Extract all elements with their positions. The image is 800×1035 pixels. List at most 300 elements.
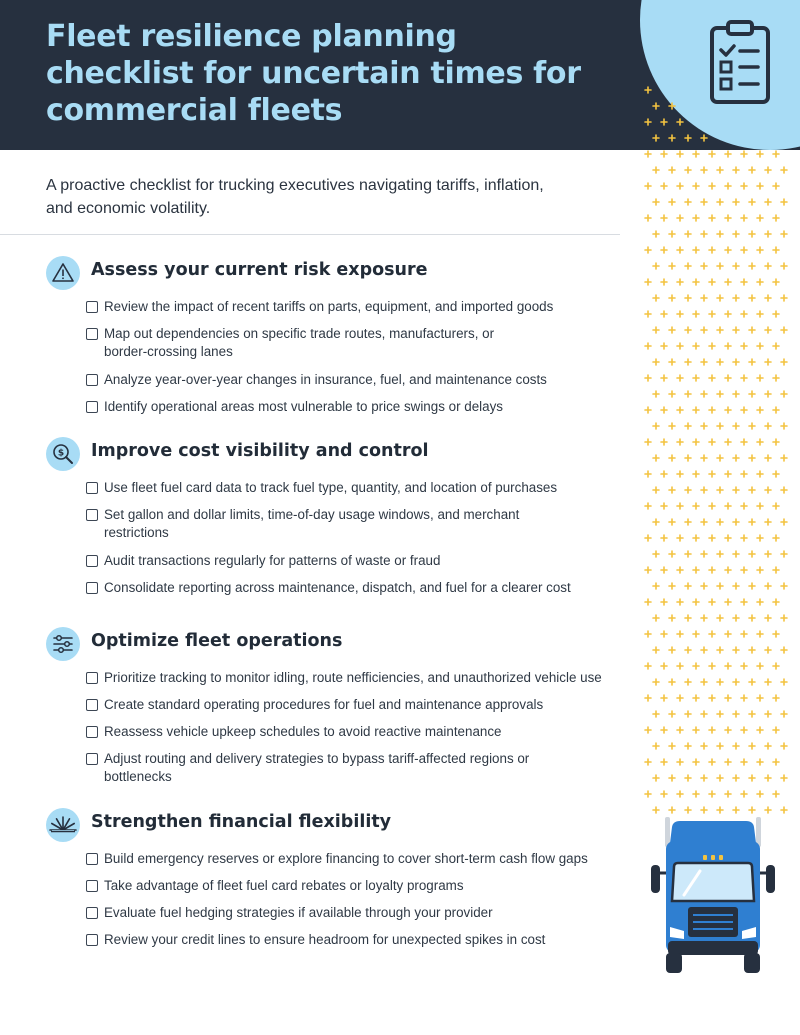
plus-mark: [741, 791, 747, 797]
plus-mark: [653, 167, 659, 173]
checkbox[interactable]: [86, 509, 98, 521]
plus-mark: [773, 311, 779, 317]
plus-mark: [685, 551, 691, 557]
plus-mark: [669, 519, 675, 525]
plus-mark: [677, 791, 683, 797]
plus-mark: [765, 327, 771, 333]
plus-mark: [725, 247, 731, 253]
plus-mark: [741, 311, 747, 317]
plus-mark: [661, 727, 667, 733]
plus-mark: [733, 391, 739, 397]
checkbox[interactable]: [86, 907, 98, 919]
plus-mark: [645, 439, 651, 445]
plus-mark: [733, 775, 739, 781]
plus-mark: [645, 151, 651, 157]
plus-mark: [757, 151, 763, 157]
plus-mark: [669, 455, 675, 461]
plus-mark: [669, 135, 675, 141]
plus-mark: [717, 455, 723, 461]
checkbox[interactable]: [86, 301, 98, 313]
plus-mark: [645, 343, 651, 349]
plus-mark: [653, 423, 659, 429]
plus-mark: [645, 727, 651, 733]
plus-mark: [701, 775, 707, 781]
plus-mark: [773, 471, 779, 477]
plus-mark: [677, 343, 683, 349]
plus-mark: [685, 423, 691, 429]
checkbox[interactable]: [86, 555, 98, 567]
plus-mark: [669, 807, 675, 813]
plus-mark: [717, 743, 723, 749]
plus-mark: [749, 295, 755, 301]
plus-mark: [741, 535, 747, 541]
plus-mark: [733, 231, 739, 237]
plus-mark: [781, 679, 787, 685]
plus-mark: [653, 455, 659, 461]
plus-mark: [765, 615, 771, 621]
plus-mark: [645, 631, 651, 637]
plus-mark: [661, 215, 667, 221]
plus-mark: [677, 631, 683, 637]
plus-mark: [749, 231, 755, 237]
plus-mark: [645, 567, 651, 573]
plus-mark: [725, 631, 731, 637]
plus-mark: [701, 583, 707, 589]
plus-mark: [741, 567, 747, 573]
plus-mark: [717, 615, 723, 621]
plus-mark: [661, 151, 667, 157]
plus-mark: [781, 775, 787, 781]
plus-mark: [653, 615, 659, 621]
checkbox[interactable]: [86, 699, 98, 711]
checkbox[interactable]: [86, 726, 98, 738]
plus-mark: [781, 647, 787, 653]
plus-mark: [685, 327, 691, 333]
checkbox[interactable]: [86, 853, 98, 865]
plus-mark: [645, 695, 651, 701]
plus-mark: [781, 199, 787, 205]
section-heading: Strengthen financial flexibility: [91, 812, 392, 832]
plus-mark: [677, 471, 683, 477]
plus-mark: [653, 263, 659, 269]
plus-mark: [757, 599, 763, 605]
plus-mark: [661, 119, 667, 125]
plus-mark: [717, 167, 723, 173]
plus-mark: [773, 503, 779, 509]
plus-mark: [765, 391, 771, 397]
plus-mark: [701, 487, 707, 493]
plus-mark: [669, 679, 675, 685]
plus-mark: [677, 439, 683, 445]
plus-mark: [717, 583, 723, 589]
plus-mark: [773, 375, 779, 381]
plus-mark: [661, 439, 667, 445]
plus-mark: [717, 391, 723, 397]
plus-mark: [773, 727, 779, 733]
plus-mark: [693, 727, 699, 733]
plus-mark: [765, 231, 771, 237]
plus-mark: [701, 455, 707, 461]
plus-mark: [757, 407, 763, 413]
plus-mark: [717, 551, 723, 557]
plus-mark: [709, 311, 715, 317]
plus-mark: [741, 151, 747, 157]
plus-mark: [757, 183, 763, 189]
plus-mark: [669, 263, 675, 269]
plus-mark: [741, 375, 747, 381]
plus-mark: [685, 487, 691, 493]
plus-mark: [757, 215, 763, 221]
plus-mark: [645, 279, 651, 285]
plus-mark: [733, 807, 739, 813]
plus-mark: [677, 535, 683, 541]
plus-mark: [693, 375, 699, 381]
plus-mark: [733, 359, 739, 365]
plus-mark: [653, 135, 659, 141]
plus-mark: [677, 279, 683, 285]
plus-mark: [733, 743, 739, 749]
plus-mark: [669, 359, 675, 365]
sliders-icon: [46, 627, 80, 661]
plus-mark: [701, 423, 707, 429]
plus-mark: [741, 599, 747, 605]
plus-mark: [661, 791, 667, 797]
plus-mark: [693, 439, 699, 445]
plus-mark: [645, 311, 651, 317]
plus-mark: [709, 151, 715, 157]
plus-mark: [669, 711, 675, 717]
plus-mark: [749, 327, 755, 333]
plus-mark: [725, 407, 731, 413]
plus-mark: [733, 551, 739, 557]
plus-mark: [701, 167, 707, 173]
plus-mark: [741, 183, 747, 189]
plus-mark: [765, 647, 771, 653]
plus-mark: [677, 375, 683, 381]
plus-mark: [693, 343, 699, 349]
plus-mark: [693, 311, 699, 317]
plus-mark: [709, 215, 715, 221]
plus-mark: [661, 183, 667, 189]
plus-mark: [781, 391, 787, 397]
plus-mark: [717, 327, 723, 333]
plus-mark: [757, 631, 763, 637]
plus-mark: [677, 727, 683, 733]
plus-mark: [773, 791, 779, 797]
plus-mark: [741, 727, 747, 733]
plus-mark: [669, 647, 675, 653]
plus-mark: [765, 167, 771, 173]
plus-mark: [733, 263, 739, 269]
plus-mark: [717, 423, 723, 429]
plus-mark: [685, 167, 691, 173]
plus-mark: [693, 215, 699, 221]
plus-mark: [749, 679, 755, 685]
plus-mark: [701, 615, 707, 621]
plus-mark: [733, 647, 739, 653]
plus-mark: [653, 359, 659, 365]
plus-mark: [709, 759, 715, 765]
plus-mark: [653, 519, 659, 525]
plus-mark: [717, 711, 723, 717]
plus-mark: [709, 727, 715, 733]
plus-mark: [733, 711, 739, 717]
checkbox[interactable]: [86, 753, 98, 765]
plus-mark: [717, 263, 723, 269]
plus-mark: [693, 247, 699, 253]
plus-mark: [781, 455, 787, 461]
plus-mark: [773, 759, 779, 765]
plus-mark: [741, 471, 747, 477]
plus-mark: [645, 471, 651, 477]
plus-mark: [669, 327, 675, 333]
plus-mark: [693, 151, 699, 157]
plus-mark: [717, 519, 723, 525]
plus-mark: [749, 775, 755, 781]
plus-mark: [733, 199, 739, 205]
plus-mark: [709, 567, 715, 573]
plus-mark: [749, 391, 755, 397]
plus-mark: [685, 711, 691, 717]
plus-mark: [765, 263, 771, 269]
plus-mark: [677, 311, 683, 317]
plus-mark: [781, 615, 787, 621]
plus-mark: [669, 295, 675, 301]
plus-mark: [717, 679, 723, 685]
dollar-search-icon: [46, 437, 80, 471]
plus-mark: [693, 471, 699, 477]
plus-mark: [765, 807, 771, 813]
plus-mark: [749, 551, 755, 557]
section-heading: Assess your current risk exposure: [91, 260, 428, 280]
plus-mark: [661, 535, 667, 541]
plus-mark: [645, 407, 651, 413]
plus-mark: [693, 631, 699, 637]
plus-mark: [669, 167, 675, 173]
plus-mark: [709, 631, 715, 637]
plus-mark: [725, 183, 731, 189]
truck-front-icon: [648, 815, 778, 975]
plus-mark: [645, 503, 651, 509]
plus-mark: [773, 151, 779, 157]
plus-mark: [701, 391, 707, 397]
plus-mark: [677, 183, 683, 189]
plus-mark: [653, 647, 659, 653]
plus-mark: [781, 807, 787, 813]
plus-mark: [749, 743, 755, 749]
plus-mark: [693, 599, 699, 605]
plus-mark: [701, 679, 707, 685]
plus-mark: [749, 807, 755, 813]
plus-mark: [717, 199, 723, 205]
plus-mark: [709, 407, 715, 413]
plus-mark: [773, 663, 779, 669]
plus-mark: [741, 407, 747, 413]
plus-pattern-decoration: [636, 20, 800, 820]
plus-mark: [653, 199, 659, 205]
plus-mark: [653, 231, 659, 237]
plus-mark: [685, 455, 691, 461]
plus-mark: [669, 103, 675, 109]
plus-mark: [669, 231, 675, 237]
plus-mark: [765, 359, 771, 365]
plus-mark: [709, 503, 715, 509]
plus-mark: [773, 631, 779, 637]
plus-mark: [773, 343, 779, 349]
plus-mark: [741, 759, 747, 765]
plus-mark: [701, 135, 707, 141]
section-heading: Optimize fleet operations: [91, 631, 343, 651]
plus-mark: [685, 263, 691, 269]
plus-mark: [749, 519, 755, 525]
plus-mark: [669, 551, 675, 557]
plus-mark: [749, 455, 755, 461]
plus-mark: [749, 583, 755, 589]
plus-mark: [749, 199, 755, 205]
plus-mark: [661, 279, 667, 285]
plus-mark: [741, 695, 747, 701]
plus-mark: [773, 535, 779, 541]
checkbox[interactable]: [86, 934, 98, 946]
plus-mark: [765, 679, 771, 685]
plus-mark: [645, 215, 651, 221]
plus-mark: [701, 263, 707, 269]
plus-mark: [757, 311, 763, 317]
plus-mark: [741, 663, 747, 669]
plus-mark: [773, 279, 779, 285]
plus-mark: [653, 551, 659, 557]
plus-mark: [661, 695, 667, 701]
checkbox[interactable]: [86, 672, 98, 684]
plus-mark: [661, 631, 667, 637]
plus-mark: [693, 567, 699, 573]
plus-mark: [781, 423, 787, 429]
plus-mark: [653, 775, 659, 781]
plus-mark: [757, 247, 763, 253]
checkbox[interactable]: [86, 401, 98, 413]
plus-mark: [661, 247, 667, 253]
plus-mark: [781, 551, 787, 557]
page-title: Fleet resilience planning checklist for uncertain times for commercial fleets: [46, 19, 581, 128]
plus-mark: [709, 439, 715, 445]
plus-mark: [757, 343, 763, 349]
plus-mark: [773, 407, 779, 413]
plus-mark: [693, 503, 699, 509]
plus-mark: [661, 663, 667, 669]
plus-mark: [693, 279, 699, 285]
plus-mark: [645, 791, 651, 797]
plus-mark: [709, 663, 715, 669]
plus-mark: [765, 199, 771, 205]
plus-mark: [749, 711, 755, 717]
plus-mark: [717, 295, 723, 301]
plus-mark: [709, 791, 715, 797]
plus-mark: [645, 87, 651, 93]
plus-mark: [725, 791, 731, 797]
plus-mark: [709, 695, 715, 701]
plus-mark: [709, 375, 715, 381]
plus-mark: [725, 535, 731, 541]
plus-mark: [725, 151, 731, 157]
plus-mark: [725, 663, 731, 669]
checkbox[interactable]: [86, 880, 98, 892]
divider: [0, 234, 620, 235]
plus-mark: [677, 599, 683, 605]
plus-mark: [645, 663, 651, 669]
plus-mark: [733, 487, 739, 493]
plus-mark: [765, 423, 771, 429]
plus-mark: [693, 407, 699, 413]
plus-mark: [741, 503, 747, 509]
plus-mark: [701, 231, 707, 237]
plus-mark: [773, 247, 779, 253]
plus-mark: [701, 327, 707, 333]
plus-mark: [653, 295, 659, 301]
plus-mark: [653, 711, 659, 717]
plus-mark: [709, 599, 715, 605]
checkbox[interactable]: [86, 582, 98, 594]
plus-mark: [773, 439, 779, 445]
plus-mark: [773, 695, 779, 701]
plus-mark: [725, 759, 731, 765]
plus-mark: [645, 599, 651, 605]
plus-mark: [765, 583, 771, 589]
plus-mark: [749, 359, 755, 365]
plus-mark: [765, 295, 771, 301]
plus-mark: [701, 295, 707, 301]
plus-mark: [661, 375, 667, 381]
plus-mark: [733, 423, 739, 429]
plus-mark: [733, 615, 739, 621]
plus-mark: [717, 807, 723, 813]
plus-mark: [677, 695, 683, 701]
checkbox[interactable]: [86, 328, 98, 340]
plus-mark: [741, 247, 747, 253]
plus-mark: [685, 199, 691, 205]
plus-mark: [725, 567, 731, 573]
checkbox[interactable]: [86, 374, 98, 386]
plus-mark: [781, 327, 787, 333]
plus-mark: [685, 583, 691, 589]
plus-mark: [669, 423, 675, 429]
plus-mark: [685, 647, 691, 653]
plus-mark: [765, 775, 771, 781]
plus-mark: [669, 775, 675, 781]
plus-mark: [749, 647, 755, 653]
plus-mark: [677, 215, 683, 221]
plus-mark: [709, 471, 715, 477]
plus-mark: [693, 791, 699, 797]
plus-mark: [781, 167, 787, 173]
plus-mark: [765, 455, 771, 461]
plus-mark: [781, 743, 787, 749]
plus-mark: [749, 487, 755, 493]
plus-mark: [765, 711, 771, 717]
plus-mark: [757, 791, 763, 797]
plus-mark: [765, 519, 771, 525]
page-subtitle: A proactive checklist for trucking executives navigating tariffs, inflation, and economic volatility.: [46, 177, 544, 217]
plus-mark: [733, 167, 739, 173]
checkbox[interactable]: [86, 482, 98, 494]
plus-mark: [701, 359, 707, 365]
plus-mark: [757, 567, 763, 573]
plus-mark: [669, 199, 675, 205]
plus-mark: [653, 487, 659, 493]
plus-mark: [725, 599, 731, 605]
plus-mark: [733, 583, 739, 589]
plus-mark: [781, 231, 787, 237]
plus-mark: [725, 471, 731, 477]
